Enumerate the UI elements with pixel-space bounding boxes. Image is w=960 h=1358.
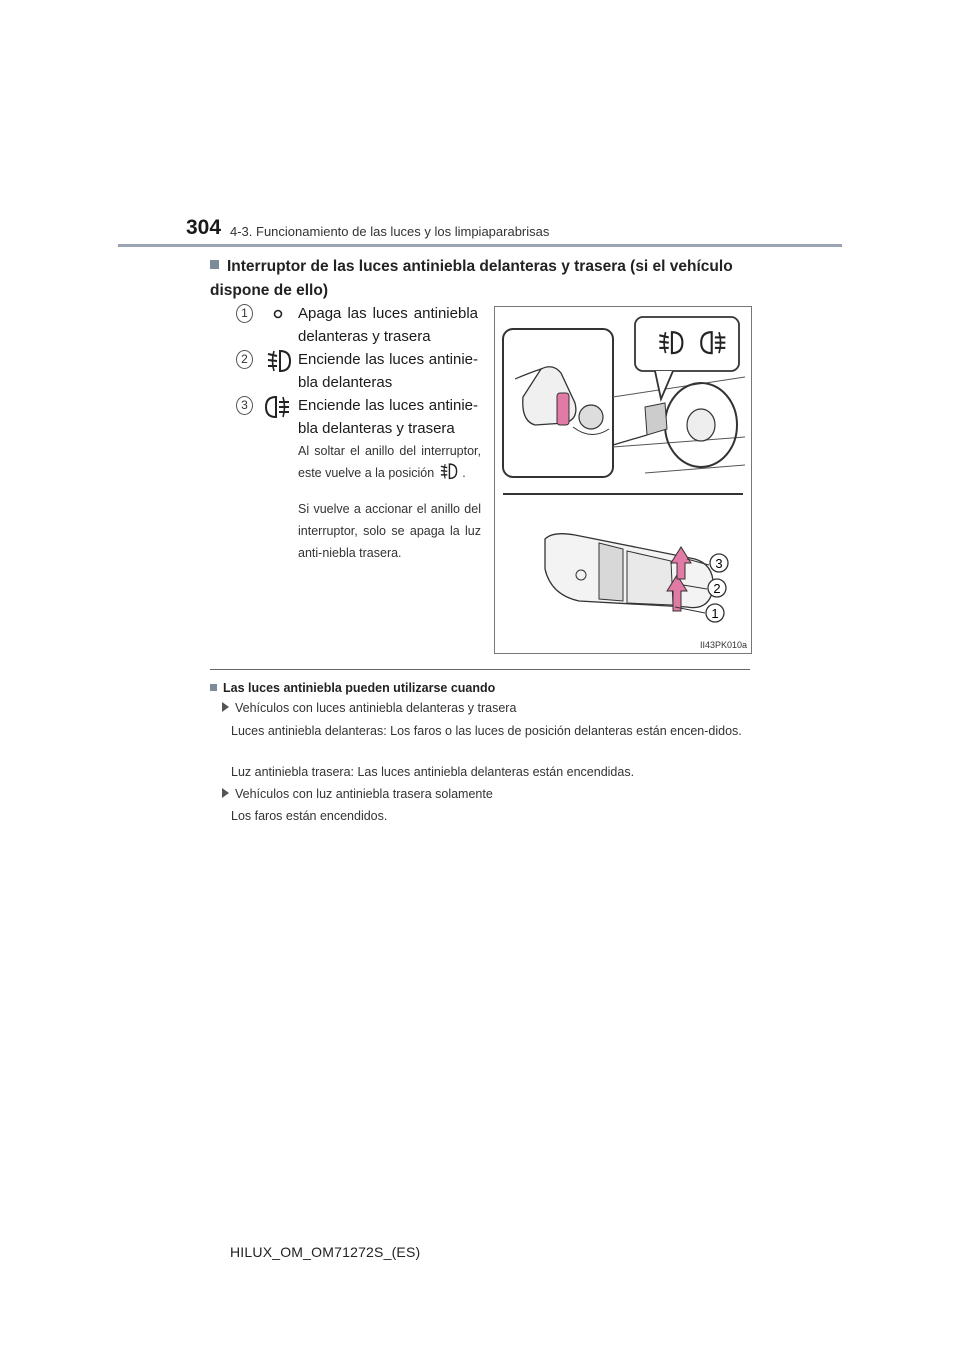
page-number: 304 [186,216,222,239]
paragraph-front-fog: Luces antiniebla delanteras: Los faros o las luces de posición delanteras están encen-didos. [231,724,742,738]
release-note [298,440,481,484]
bullet-rear-only [222,787,493,801]
square-bullet-icon [210,684,217,691]
paragraph-rear-fog: Luz antiniebla trasera: Las luces antiniebla delanteras están encendidas. [231,765,635,779]
item-number-2: 2 [236,350,253,369]
callout-1: 1 [711,606,719,621]
footer-document-code: HILUX_OM_OM71272S_(ES) [230,1244,421,1260]
fog-light-switch-figure [494,306,752,654]
callout-2: 2 [713,581,721,596]
release-note-end: . [462,466,466,480]
front-fog-light-icon [262,348,294,376]
switch-position-item-2 [236,348,481,396]
triangle-bullet-icon [222,788,229,798]
rear-fog-light-icon [262,394,294,422]
bullet-text-1: Vehículos con luces antiniebla delanteras y trasera [235,701,517,715]
notes-title [210,681,495,695]
bullet-text-2: Vehículos con luz antiniebla trasera solamente [235,787,493,801]
header-divider [118,244,842,247]
item-text-3: Enciende las luces antinie-bla delanteras y trasera [298,397,478,437]
item-number-3: 3 [236,396,253,415]
item-text-2: Enciende las luces antinie-bla delanteras [298,351,478,391]
notes-divider [210,669,750,670]
switch-position-item-3 [236,394,481,442]
figure-code: II43PK010a [699,640,747,650]
item-text-1: Apaga las luces antiniebla delanteras y trasera [298,305,478,345]
off-symbol-icon [262,302,294,330]
square-bullet-icon [210,260,219,269]
bullet-front-and-rear [222,701,516,715]
notes-title-text: Las luces antiniebla pueden utilizarse cuando [223,681,496,695]
item-number-1: 1 [236,304,253,323]
callout-3: 3 [715,556,723,571]
chapter-title: 4-3. Funcionamiento de las luces y los limpiaparabrisas [230,224,550,239]
figure-illustration [495,307,751,653]
switch-position-item-1 [236,302,481,350]
repeat-note: Si vuelve a accionar el anillo del interruptor, solo se apaga la luz anti-niebla trasera. [298,502,481,560]
triangle-bullet-icon [222,702,229,712]
release-note-text: Al soltar el anillo del interruptor, este vuelve a la posición [298,444,481,480]
paragraph-headlights: Los faros están encendidos. [231,809,388,823]
section-title-text: Interruptor de las luces antiniebla delanteras y trasera (si el vehículo dispone de ello) [210,258,733,299]
section-title [210,255,750,303]
front-fog-light-icon [436,462,460,482]
